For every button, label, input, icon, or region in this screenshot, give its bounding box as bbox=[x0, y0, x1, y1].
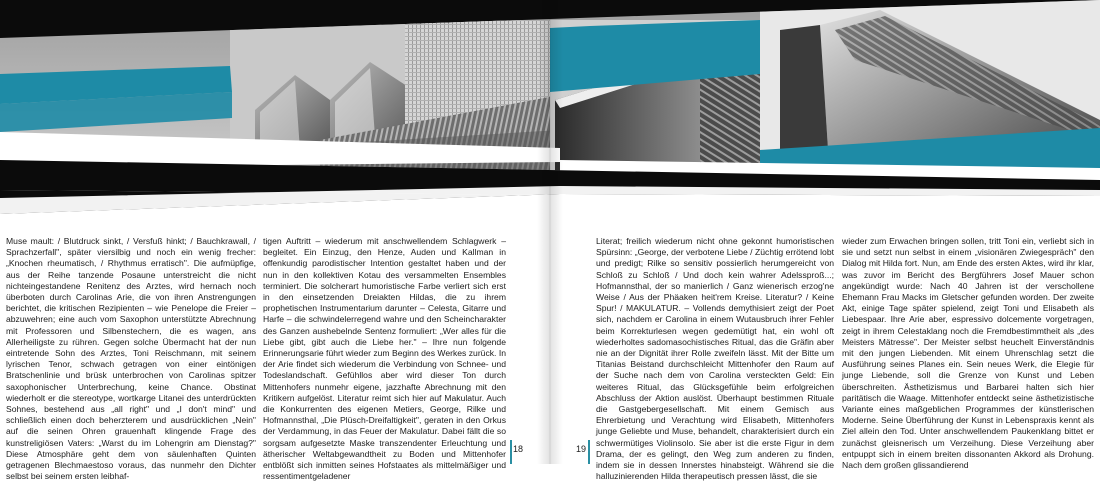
text-column-1 bbox=[6, 236, 256, 482]
column-text: wieder zum Erwachen bringen sollen, tritt Toni ein, verliebt sich in sie und setzt nun selbst in einem „visionären Zwiegespräch" den Dialog mit Hilda fort. Nun, am Ende des ersten Aktes, wird ihr klar, was zuvor im Bericht des Bergführers Josef Mauer schon angekündigt wurde: Nach 40 Jahren ist der verschollene Ehemann Frau Macks im Gletscher gefunden worden. Der zweite Akt, einige Tage später spielend, zeigt Toni und Elisabeth als Liebespaar. Ihre Arie aber, espressivo dolcemente vorgetragen, zeigt in ihrem Celestaklang noch die Fremdbestimmtheit als „des Meisters Mätresse". Der Meister selbst heuchelt Einverständnis mit den jungen Liebenden. Mit einem Uhrenschlag setzt die Ausführung seines Planes ein. Sein neues Werk, die Elegie für junge Liebende, soll die Grenze von Kunst und Leben überschreiten. Ästhetizismus und Barbarei halten sich hier paritätisch die Waage. Mittenhofer entdeckt seine ästhetizistische Variante eines maßgeblichen Programmes der künstlerischen Moderne. Seine Überführung der Kunst in Lebenspraxis kennt als Ziel allein den Tod. Unter anschwellendem Paukenklang bittet er zunächst gleisnerisch um Verzeihung. Diese Verzeihung aber entpuppt sich in einem breiten dissonanten Akkord als Drohung. Nach dem großen glissandierend bbox=[842, 236, 1094, 471]
page-number-rule-left bbox=[510, 440, 512, 464]
column-text: Muse mault: / Blutdruck sinkt, / Versfuß hinkt; / Bauchkrawall, / Sprachzerfall", später viersilbig und noch ein wenig frecher: „Knochen rheumatisch, / Rhythmus erratisch". Die aufmüpfige, aus der Reihe tanzende Posaune unterstreicht die nicht nichteingestandene Renitenz des Arztes, wird hernach noch überboten durch Carolinas Arie, die von ihren Anstrengungen berichtet, die kritischen Rezipienten – wie Penelope die Freier – abzuwehren; eine auch vom Saxophon unterstützte Abrechnung mit Professoren und Silbenstechern, die es wagen, ans Allerheiligste zu rühren. Gegen solche Übermacht hat der nun eintretende Sohn des Arztes, Toni Reischmann, mit seinem lyrischen Tenor, schwach getragen von einer eintönigen Bratschenlinie und brüsk unterbrochen von Carolinas spitzer saxophonischer Unterbrechung, keine Chance. Obstinat wiederholt er die stereotype, wortkarge Litanei des unterdrückten Sohnes, bestehend aus „all right" und „I don't mind" und schließlich einen doch beherzterem und ausdrücklichen „Nein" auf die seinen Ohren grauenhaft klingende Frage des kunstreligiösen Vaters: „Warst du im Lohengrin am Dienstag?" Diese Atmosphäre geht dem von säulenhaften Quinten getragenen Blechmaestoso voraus, das nunmehr den Dichter selbst bei seinem ersten leibhaf- bbox=[6, 236, 256, 482]
text-column-4 bbox=[842, 236, 1094, 471]
column-text: tigen Auftritt – wiederum mit anschwellendem Schlagwerk – begleitet. Ein Einzug, den Henze, Auden und Kallman in offenkundig parodistischer Intention gestaltet haben und der nun in den kollektiven Kotau des versammelten Ensembles terminiert. Die solcherart humoristische Farbe verliert sich erst in den einsetzenden Dreiakten Hildas, die zu ihrem prophetischen Instrumentarium darunter – Celesta, Gitarre und Harfe – die schwindelerregend wahre und den Scheincharakter des Ganzen aushebelnde Sentenz formuliert: „Wer alles für die Liebe gibt, gibt auch die Liebe her." – Ihre nun folgende Erinnerungsarie führt wieder zum Beginn des Werkes zurück. In der Arie findet sich wiederum die Verbindung von Schnee- und Todeslandschaft. Gefühllos aber wird dieser Ton durch Mittenhofers nunmehr eigene, jazzhafte Abrechnung mit den Kritikern aufgelöst. Literatur reimt sich hier auf Makulatur. Auch die Konkurrenten des eigenen Metiers, George, Rilke und Hofmannsthal, „Die Plüsch-Dreifaltigkeit", geraten in den Orkus der Verdammung, in das Feuer der Makulatur. Dabei fällt die so sorgsam aufgesetzte Maske transzendenter Erleuchtung und ätherischer Weltabgewandtheit zu Boden und Mittenhofer entblößt sich inmitten seines Hofstaates als mittelmäßiger und ressentimentgeladener bbox=[263, 236, 506, 482]
text-column-2 bbox=[263, 236, 506, 482]
page-number-rule-right bbox=[588, 440, 590, 464]
page-number-left: 18 bbox=[513, 444, 524, 454]
column-text: Literat; freilich wiederum nicht ohne gekonnt humoristischen Spürsinn: „George, der verbotene Liebe / Züchtig errötend lobt und predigt; Rilke so sensitiv possierlich herumgereicht von Schloß zu Schloß / Und doch kein wahrer Adelssproß...; Hofmannsthal, der so manierlich / Ganz wienerisch erzog'ne Weise / Aus der Phäaken heit'rem Kreise. Literatur? / Keine Spur! / MAKULATUR. – Vollends demythisiert zeigt der Poet sich, nachdem er Carolina in einem Wutausbruch ihrer Fehler beim Korrekturlesen wegen gedemütigt hat, ein wohl oft wiederholtes sadomasochistisches Ritual, das die Gräfin aber nie an der Dignität ihrer Rolle zweifeln lässt. Mit der Bitte um Titanias Beistand durchschleicht Mittenhofer den Raum auf der Suche nach dem von Carolina versteckten Geld: Ein weiteres Ritual, das Glücksgefühle beim erfolgreichen Abschluss der Aktion auslöst. Überhaupt bestimmen Rituale die Gastgebergesellschaft. Mit einem Gemisch aus Ehrerbietung und Verachtung wird Elisabeth, Mittenhofers junge Geliebte und Muse, behandelt, charakterisiert durch ein schwermütiges Violinsolo. Sie aber ist die erste Figur in dem Drama, der es gelingt, den Weg zum anderen zu finden, indem sie in dessen Innerstes hinabsteigt. Während sie die halluzinierenden Hilda therapeutisch pressen lässt, die sie bbox=[596, 236, 834, 482]
page-number-right: 19 bbox=[576, 444, 587, 454]
book-gutter bbox=[537, 0, 563, 464]
text-column-3 bbox=[596, 236, 834, 482]
